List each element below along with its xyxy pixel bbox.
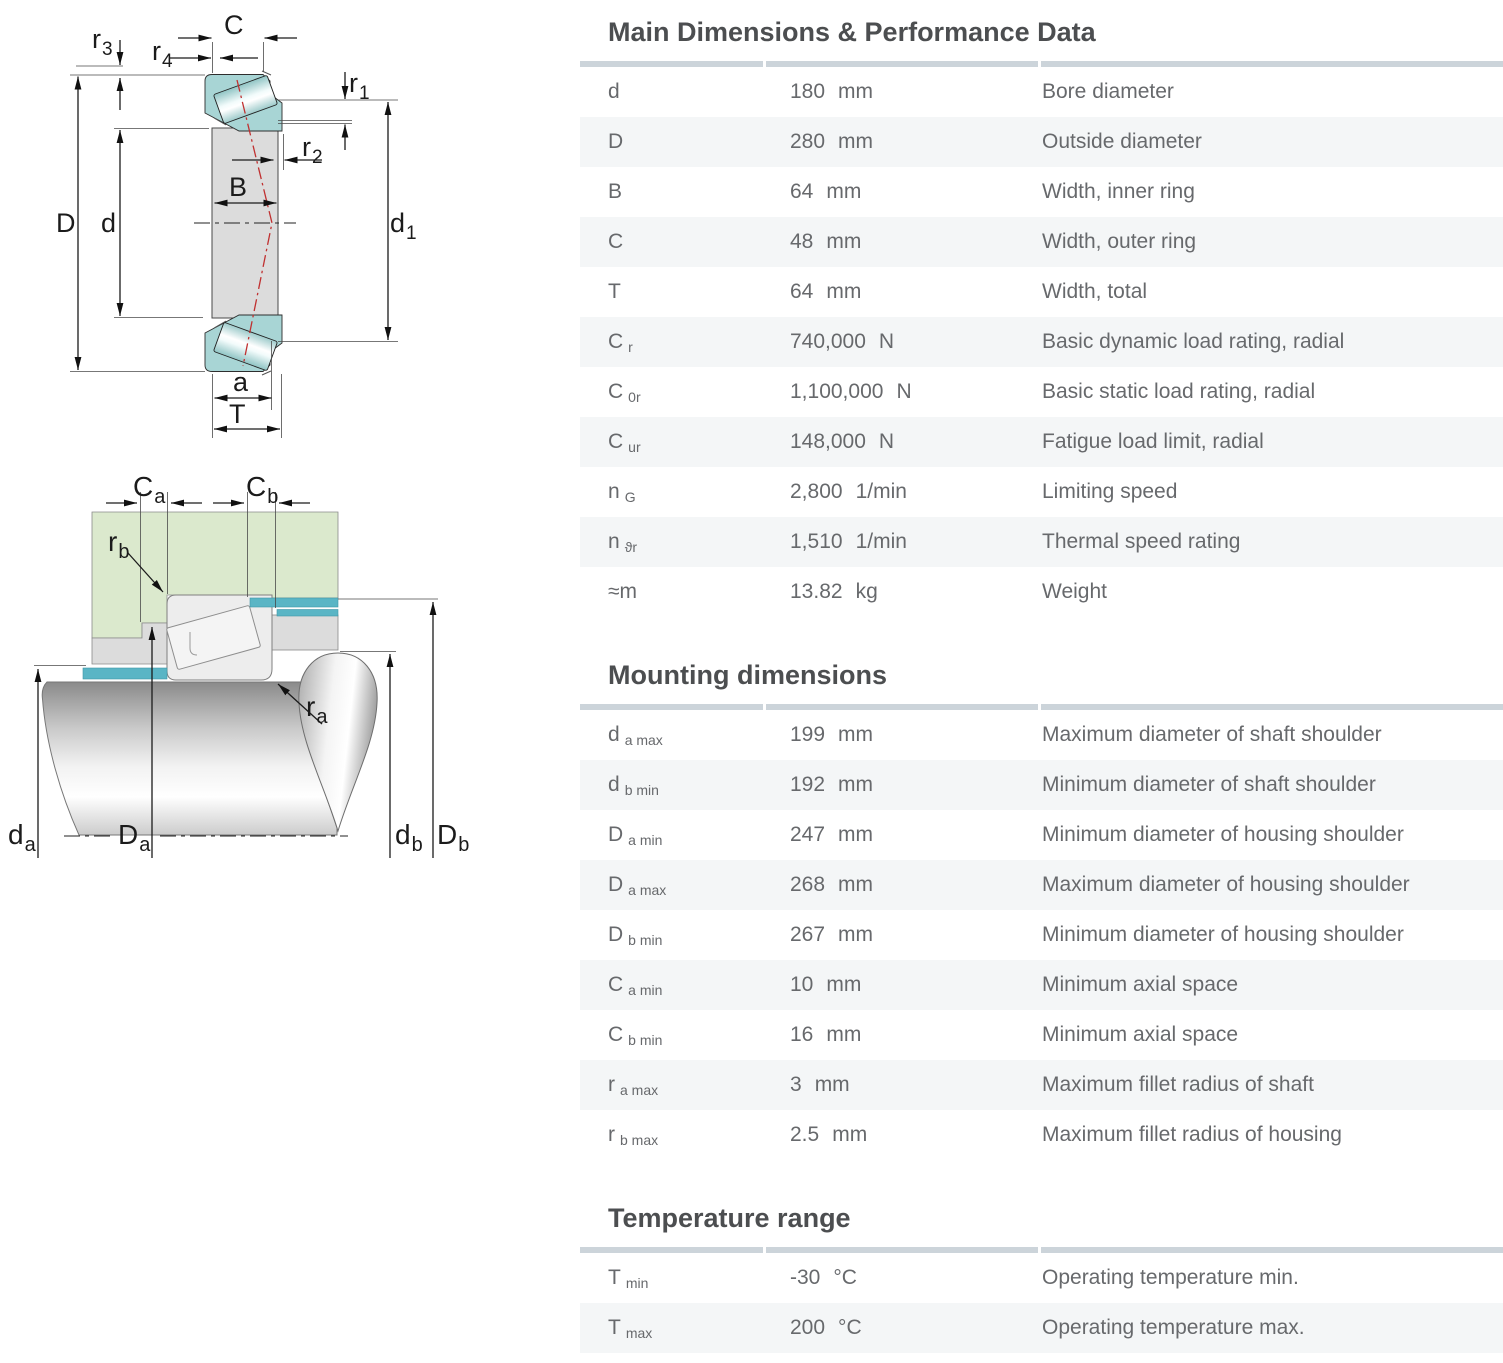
table-header-bar bbox=[580, 704, 1503, 710]
label-r4: $r_4$ bbox=[152, 36, 173, 72]
label-Ca: $C_a$ bbox=[133, 471, 166, 508]
table-row: Ca min 10 mm Minimum axial space bbox=[580, 960, 1503, 1010]
table-row: B 64 mm Width, inner ring bbox=[580, 167, 1503, 217]
label-D: D bbox=[56, 208, 76, 238]
table-row: Tmax 200 °C Operating temperature max. bbox=[580, 1303, 1503, 1353]
label-ra: $r_a$ bbox=[306, 691, 328, 728]
label-Db: $D_b$ bbox=[437, 819, 470, 856]
label-B: B bbox=[229, 172, 248, 202]
label-d: d bbox=[101, 208, 117, 238]
section-title-temperature: Temperature range bbox=[608, 1203, 851, 1233]
main-dimensions-table bbox=[580, 67, 1503, 617]
table-row: Da min 247 mm Minimum diameter of housing shoulder bbox=[580, 810, 1503, 860]
label-d1: $d_1$ bbox=[390, 208, 417, 244]
outer-ring-roller-assembly bbox=[205, 71, 282, 131]
table-row: Cb min 16 mm Minimum axial space bbox=[580, 1010, 1503, 1060]
label-rb: $r_b$ bbox=[108, 526, 130, 563]
table-row: Cur 148,000 N Fatigue load limit, radial bbox=[580, 417, 1503, 467]
table-row: Cr 740,000 N Basic dynamic load rating, radial bbox=[580, 317, 1503, 367]
label-r1: $r_1$ bbox=[349, 68, 370, 104]
label-da: $d_a$ bbox=[8, 819, 36, 856]
seat-strip-right-upper bbox=[250, 598, 338, 607]
table-row: Db min 267 mm Minimum diameter of housing shoulder bbox=[580, 910, 1503, 960]
table-row: rb max 2.5 mm Maximum fillet radius of housing bbox=[580, 1110, 1503, 1160]
cross-section-diagram bbox=[56, 10, 417, 438]
table-row: db min 192 mm Minimum diameter of shaft shoulder bbox=[580, 760, 1503, 810]
label-Cb: $C_b$ bbox=[246, 471, 279, 508]
table-row: n G 2,800 1/min Limiting speed bbox=[580, 467, 1503, 517]
table-row: d 180 mm Bore diameter bbox=[580, 67, 1503, 117]
label-Da: $D_a$ bbox=[118, 819, 151, 856]
table-row: C 48 mm Width, outer ring bbox=[580, 217, 1503, 267]
section-title-main-dimensions: Main Dimensions & Performance Data bbox=[608, 17, 1096, 47]
bearing-diagrams-svg bbox=[0, 0, 540, 900]
label-a: a bbox=[233, 367, 249, 397]
section-title-mounting: Mounting dimensions bbox=[608, 660, 887, 690]
table-header-bar bbox=[580, 1247, 1503, 1253]
label-r2: $r_2$ bbox=[302, 132, 323, 168]
table-header-bar bbox=[580, 61, 1503, 67]
table-row: C 0r 1,100,000 N Basic static load rating, radial bbox=[580, 367, 1503, 417]
table-row: T 64 mm Width, total bbox=[580, 267, 1503, 317]
table-row: D 280 mm Outside diameter bbox=[580, 117, 1503, 167]
label-T: T bbox=[229, 399, 246, 429]
table-row: Tmin -30 °C Operating temperature min. bbox=[580, 1253, 1503, 1303]
table-row: ra max 3 mm Maximum fillet radius of shaft bbox=[580, 1060, 1503, 1110]
label-C: C bbox=[224, 10, 244, 40]
label-db: $d_b$ bbox=[395, 819, 423, 856]
temperature-range-table bbox=[580, 1253, 1503, 1353]
table-row: Da max 268 mm Maximum diameter of housing shoulder bbox=[580, 860, 1503, 910]
seat-strip-left bbox=[83, 668, 167, 679]
housing-seat-right bbox=[272, 615, 338, 650]
diagrams-panel bbox=[0, 0, 540, 900]
table-row: da max 199 mm Maximum diameter of shaft shoulder bbox=[580, 710, 1503, 760]
seat-strip-right-lower bbox=[277, 610, 338, 617]
spec-panel bbox=[580, 0, 1503, 1353]
mounting-diagram bbox=[8, 471, 469, 858]
table-row: nϑr 1,510 1/min Thermal speed rating bbox=[580, 517, 1503, 567]
label-r3: $r_3$ bbox=[92, 24, 113, 60]
table-row: ≈m 13.82 kg Weight bbox=[580, 567, 1503, 617]
shaft bbox=[42, 682, 337, 835]
mounting-dimensions-table bbox=[580, 710, 1503, 1160]
